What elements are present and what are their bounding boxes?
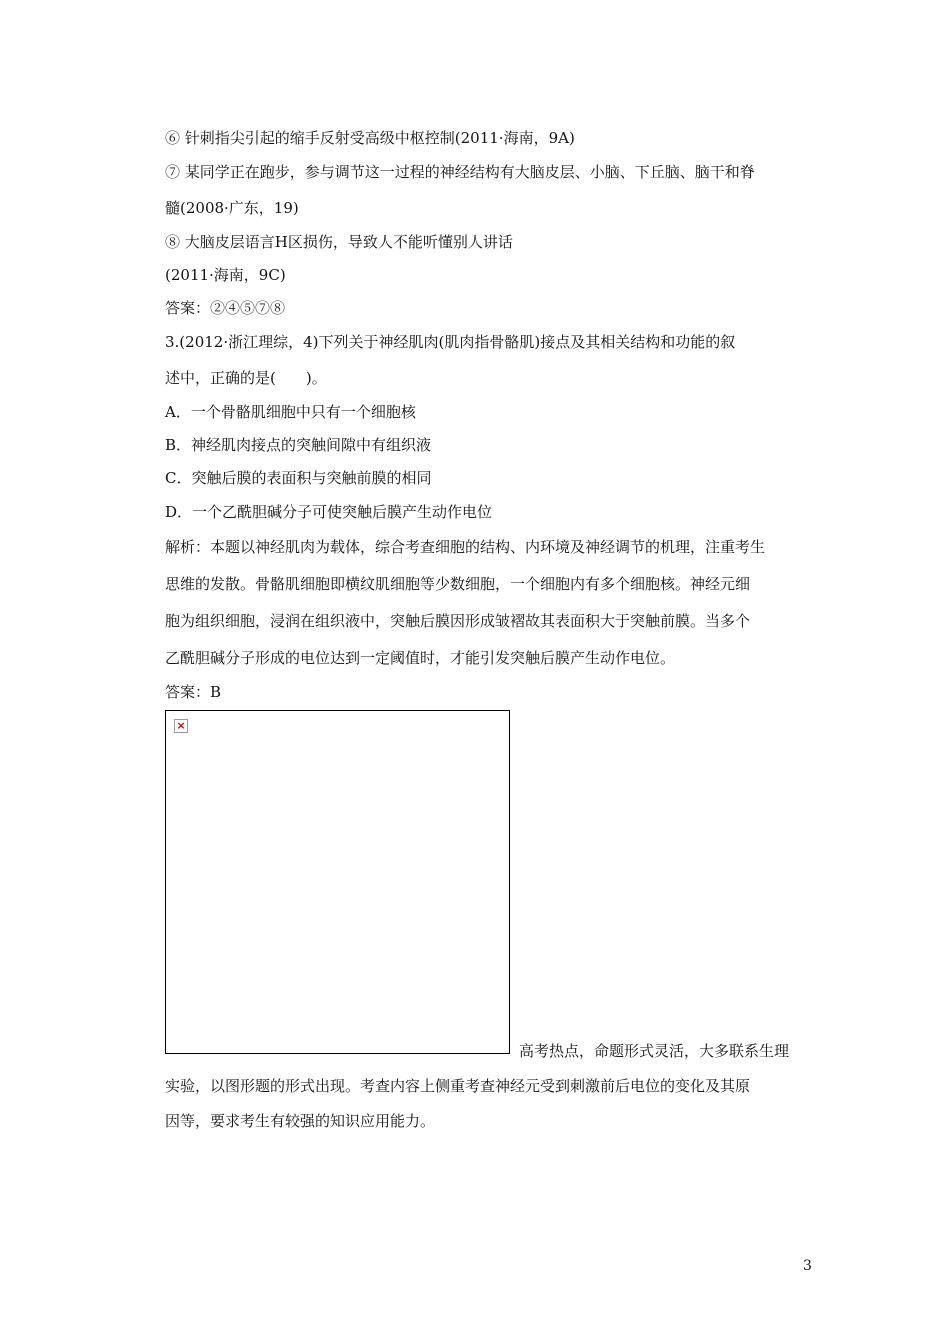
analysis-line3: 胞为组织细胞，浸润在组织液中，突触后膜因形成皱褶故其表面积大于突触前膜。当多个 — [165, 612, 751, 630]
analysis-line4: 乙酰胆碱分子形成的电位达到一定阈值时，才能引发突触后膜产生动作电位。 — [165, 649, 676, 667]
answer-3: 答案：B — [165, 683, 222, 701]
statement-7-line2: 髓(2008·广东，19) — [165, 199, 299, 217]
statement-7-line1: ⑦ 某同学正在跑步，参与调节这一过程的神经结构有大脑皮层、小脑、下丘脑、脑干和脊 — [165, 163, 755, 181]
image-placeholder — [165, 710, 510, 1054]
option-b: B．神经肌肉接点的突触间隙中有组织液 — [165, 436, 432, 454]
answer-2: 答案：②④⑤⑦⑧ — [165, 299, 286, 317]
option-a: A．一个骨骼肌细胞中只有一个细胞核 — [165, 403, 416, 421]
option-d: D．一个乙酰胆碱分子可使突触后膜产生动作电位 — [165, 503, 493, 521]
question-3-line2: 述中，正确的是( )。 — [165, 369, 327, 387]
page-number: 3 — [803, 1258, 812, 1274]
analysis-line2: 思维的发散。骨骼肌细胞即横纹肌细胞等少数细胞，一个细胞内有多个细胞核。神经元细 — [165, 575, 751, 593]
option-c: C．突触后膜的表面积与突触前膜的相同 — [165, 469, 432, 487]
hotspot-line1: 高考热点，命题形式灵活，大多联系生理 — [519, 1042, 790, 1060]
hotspot-line2: 实验，以图形题的形式出现。考查内容上侧重考查神经元受到刺激前后电位的变化及其原 — [165, 1077, 751, 1095]
statement-6: ⑥ 针刺指尖引起的缩手反射受高级中枢控制(2011·海南，9A) — [165, 129, 575, 147]
broken-image-icon: × — [174, 719, 188, 733]
question-3-line1: 3.(2012·浙江理综，4)下列关于神经肌肉(肌肉指骨骼肌)接点及其相关结构和功能的叙 — [165, 333, 736, 351]
hotspot-line3: 因等，要求考生有较强的知识应用能力。 — [165, 1112, 436, 1130]
statement-8-line1: ⑧ 大脑皮层语言H区损伤，导致人不能听懂别人讲话 — [165, 233, 513, 251]
analysis-line1: 解析：本题以神经肌肉为载体，综合考查细胞的结构、内环境及神经调节的机理，注重考生 — [165, 538, 766, 556]
statement-8-line2: (2011·海南，9C) — [165, 266, 286, 284]
